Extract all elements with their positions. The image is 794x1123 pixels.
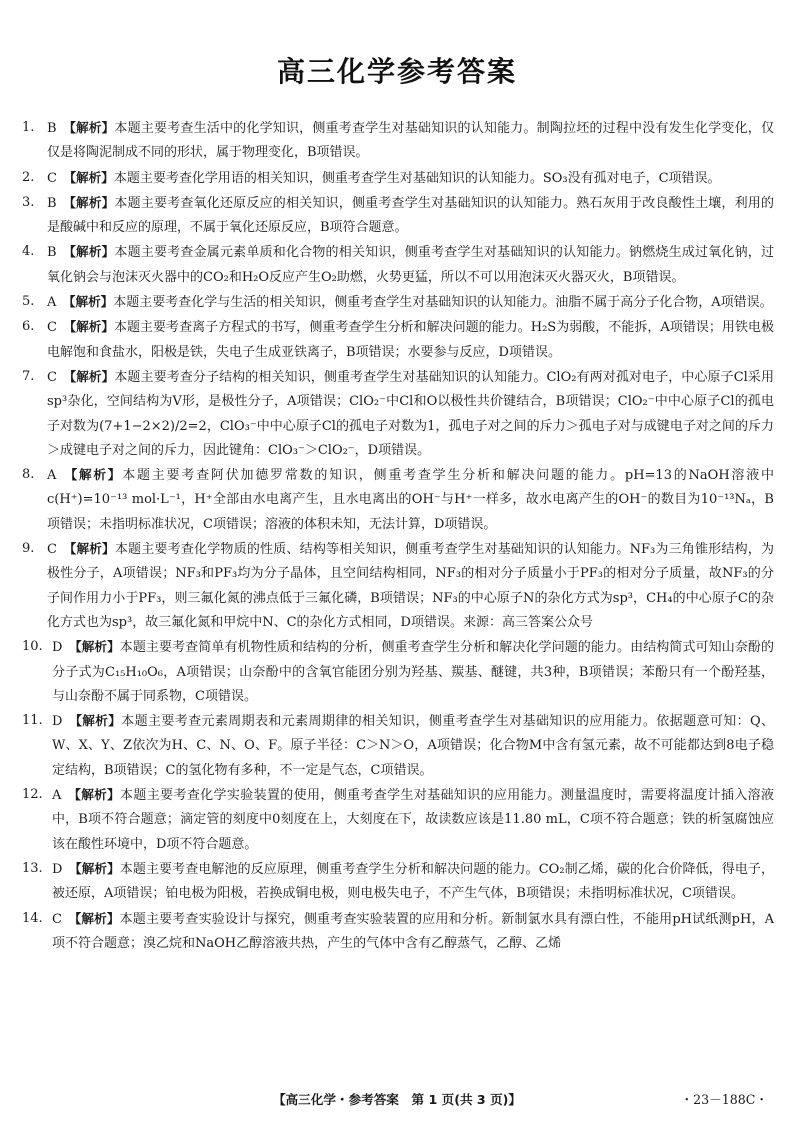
analysis-tag: 【解析】: [68, 860, 120, 876]
answer-item: [22, 709, 774, 783]
analysis-tag: 【解析】: [62, 294, 114, 310]
answer-letter: C: [47, 369, 57, 385]
question-number: 12.: [22, 787, 43, 803]
answer-letter: D: [52, 640, 63, 656]
answer-item: [22, 315, 774, 365]
analysis-text: 本题主要考查生活中的化学知识，侧重考查学生对基础知识的认知能力。制陶拉坯的过程中没有发生化学变化，仅仅是将陶泥制成不同的形状，属于物理变化，B项错误。: [47, 121, 774, 161]
analysis-tag: 【解析】: [68, 713, 122, 729]
analysis-tag: 【解析】: [68, 639, 120, 655]
analysis-text: 本题主要考查化学实验装置的使用，侧重考查学生对基础知识的应用能力。测量温度时，需要将温度计插入溶液中，B项不符合题意；滴定管的刻度中0刻度在上，大刻度在下，故读数应该是11.80 mL，C项不符合题意；铁的析氢腐蚀应该在酸性环境中，D项不符合题意。: [52, 788, 775, 852]
question-number: 13.: [22, 860, 43, 876]
question-number: 11.: [22, 713, 43, 729]
answer-letter: A: [47, 295, 57, 311]
analysis-text: 本题主要考查氧化还原反应的相关知识，侧重考查学生对基础知识的认知能力。熟石灰用于改良酸性土壤，利用的是酸碱中和反应的原理，不属于氧化还原反应，B项符合题意。: [47, 195, 774, 236]
answer-list: [22, 116, 774, 956]
question-number: 3.: [22, 194, 35, 210]
answer-letter: B: [47, 245, 57, 261]
answer-letter: C: [47, 542, 57, 558]
analysis-text: 本题主要考查元素周期表和元素周期律的相关知识，侧重考查学生对基础知识的应用能力。依据题意可知：Q、W、X、Y、Z依次为H、C、N、O、F。原子半径：C＞N＞O，A项错误；化合物M中含有氢元素，故不可能都达到8电子稳定结构，B项错误；C的氢化物有多种，不一定是气态，C项错误。: [52, 714, 774, 778]
analysis-text: 本题主要考查金属元素单质和化合物的相关知识，侧重考查学生对基础知识的认知能力。钠燃烧生成过氧化钠，过氧化钠会与泡沫灭火器中的CO₂和H₂O反应产生O₂助燃，火势更猛，所以不可以用泡沫灭火器灭火，B项错误。: [47, 245, 774, 285]
analysis-tag: 【解析】: [62, 467, 123, 483]
question-number: 4.: [22, 244, 35, 260]
footer-code: ・23－188C・: [680, 1092, 768, 1107]
answer-letter: D: [52, 861, 63, 877]
question-number: 6.: [22, 319, 35, 335]
question-number: 2.: [22, 169, 35, 185]
answer-letter: C: [52, 911, 62, 927]
analysis-tag: 【解析】: [63, 194, 115, 210]
question-number: 9.: [22, 541, 35, 557]
analysis-text: 本题主要考查简单有机物性质和结构的分析，侧重考查学生分析和解决化学问题的能力。由结构简式可知山奈酚的分子式为C₁₅H₁₀O₆，A项错误；山奈酚中的含氧官能团分别为羟基、羰基、醚键，共3种，B项错误；苯酚只有一个酚羟基，与山奈酚不属于同系物，C项错误。: [52, 640, 774, 704]
page-title: 高三化学参考答案: [276, 55, 517, 88]
answer-letter: B: [47, 195, 57, 211]
answer-item: [22, 166, 774, 191]
analysis-text: 本题主要考查阿伏加德罗常数的知识，侧重考查学生分析和解决问题的能力。pH=13的NaOH溶液中c(H⁺)=10⁻¹³ mol·L⁻¹，H⁺全部由水电离产生，且水电离出的OH⁻与H⁺一样多，故水电离产生的OH⁻的数目为10⁻¹³Nₐ，B项错误；未指明标准状况，C项错误；溶液的体积未知，无法计算，D项错误。: [47, 468, 775, 532]
answer-letter: A: [47, 468, 57, 484]
answer-letter: C: [47, 170, 57, 186]
answer-item: [22, 783, 774, 857]
question-number: 10.: [22, 639, 43, 655]
answer-item: [22, 240, 774, 290]
analysis-text: 本题主要考查分子结构的相关知识，侧重考查学生对基础知识的认知能力。ClO₂有两对孤对电子，中心原子Cl采用sp³杂化，空间结构为V形，是极性分子，A项错误；ClO₂⁻中Cl和O以极性共价键结合，B项错误；ClO₂⁻中中心原子Cl的孤电子对数为(7+1−2×2)/2=2，ClO₃⁻中中心原子Cl的孤电子对数为1，孤电子对之间的斥力＞孤电子对与成键电子对之间的斥力＞成键电子对之间的斥力，因此键角：ClO₃⁻＞ClO₂⁻，D项错误。: [47, 369, 774, 458]
answer-item: [22, 116, 774, 166]
question-number: 1.: [22, 120, 35, 135]
question-number: 14.: [22, 910, 43, 926]
footer-page-info: 【高三化学・参考答案 第 1 页(共 3 页)】: [272, 1092, 522, 1107]
analysis-tag: 【解析】: [63, 169, 114, 185]
analysis-tag: 【解析】: [63, 368, 115, 384]
analysis-text: 本题主要考查实验设计与探究，侧重考查实验装置的应用和分析。新制氯水具有漂白性，不能用pH试纸测pH，A项不符合题意；溴乙烷和NaOH乙醇溶液共热，产生的气体中含有乙醇蒸气，乙醇、乙烯: [52, 911, 775, 951]
question-number: 7.: [22, 368, 35, 384]
analysis-text: 本题主要考查离子方程式的书写，侧重考查学生分析和解决问题的能力。H₂S为弱酸，不能拆，A项错误；用铁电极电解饱和食盐水，阳极是铁，失电子生成亚铁离子，B项错误；水要参与反应，D项错误。: [47, 320, 775, 360]
answer-item: [22, 463, 774, 537]
question-number: 8.: [22, 467, 35, 483]
analysis-tag: 【解析】: [68, 910, 120, 926]
answer-letter: C: [47, 320, 57, 336]
page-footer: [0, 1089, 794, 1109]
answer-item: [22, 365, 774, 463]
answer-letter: A: [52, 788, 62, 804]
answer-item: [22, 191, 774, 241]
analysis-text: 本题主要考查电解池的反应原理，侧重考查学生分析和解决问题的能力。CO₂制乙烯，碳的化合价降低，得电子，被还原，A项错误；铂电极为阳极，若换成铜电极，则电极失电子，不产生气体，B项错误；未指明标准状况，C项错误。: [52, 861, 774, 902]
answer-item: [22, 907, 774, 957]
analysis-tag: 【解析】: [63, 244, 115, 260]
answer-item: [22, 290, 774, 315]
answer-item: [22, 857, 774, 907]
question-number: 5.: [22, 294, 35, 310]
analysis-text: 本题主要考查化学与生活的相关知识，侧重考查学生对基础知识的认知能力。油脂不属于高分子化合物，A项错误。: [113, 295, 773, 311]
analysis-tag: 【解析】: [67, 787, 121, 803]
answer-item: [22, 635, 774, 709]
analysis-text: 本题主要考查化学物质的性质、结构等相关知识，侧重考查学生对基础知识的认知能力。NF₃为三角锥形结构，为极性分子，A项错误；NF₃和PF₃均为分子晶体，且空间结构相同，NF₃的相对分子质量小于PF₃的相对分子质量，故NF₃的分子间作用力小于PF₃，则三氟化氮的沸点低于三氟化磷，B项错误；NF₃的中心原子N的杂化方式为sp³，CH₄的中心原子C的杂化方式也为sp³，故三氟化氮和甲烷中N、C的杂化方式相同，D项错误。来源：高三答案公众号: [47, 542, 775, 630]
analysis-text: 本题主要考查化学用语的相关知识，侧重考查学生对基础知识的认知能力。SO₃没有孤对电子，C项错误。: [113, 170, 721, 186]
analysis-tag: 【解析】: [63, 319, 114, 335]
analysis-tag: 【解析】: [63, 541, 115, 557]
answer-item: [22, 537, 774, 635]
analysis-tag: 【解析】: [63, 120, 115, 135]
answer-letter: D: [52, 714, 63, 730]
answer-letter: B: [47, 121, 57, 136]
